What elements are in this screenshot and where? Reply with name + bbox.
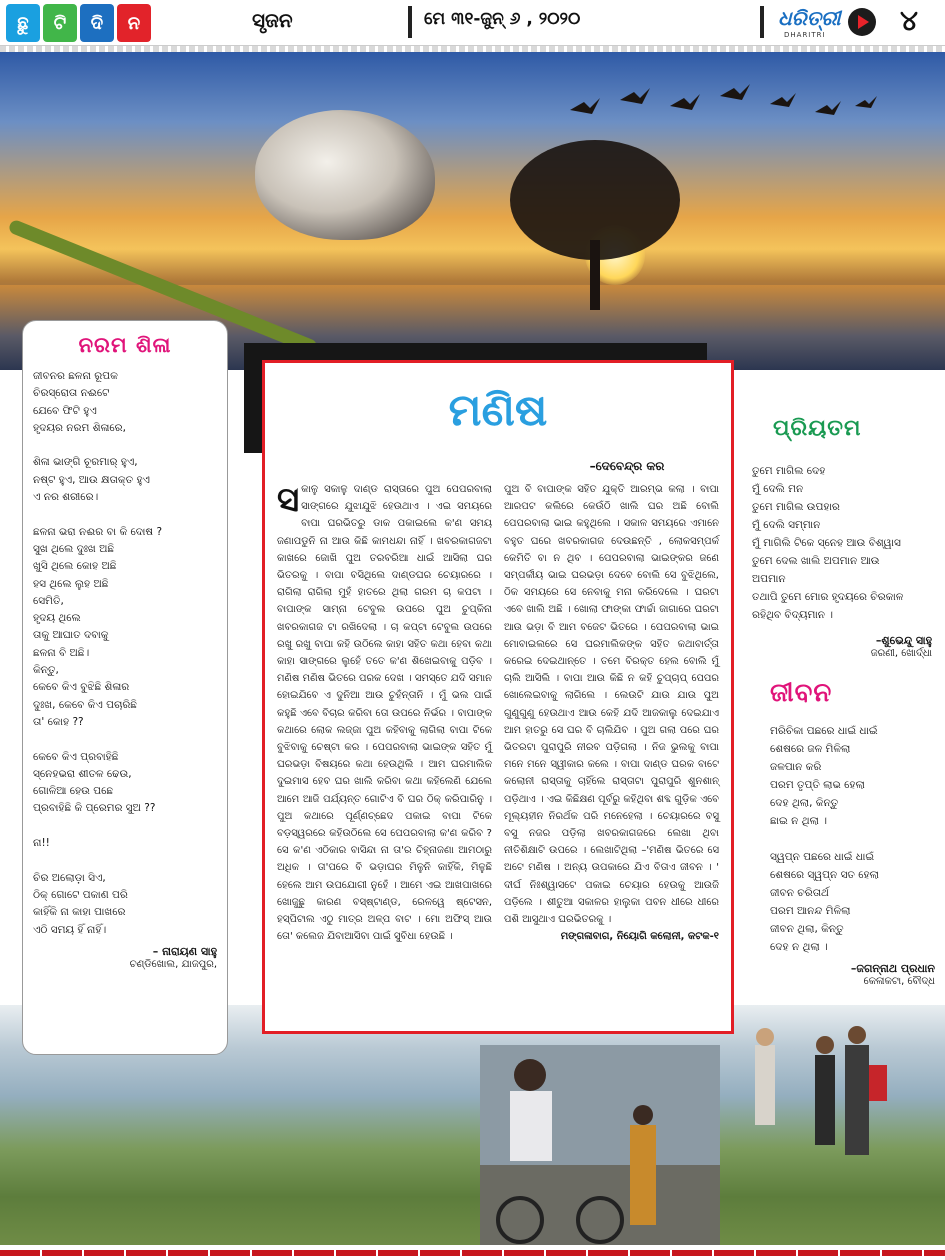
article-column-1 — [277, 481, 492, 945]
article-column-1-text: କାଳୁ ସକାଳୁ ଦାଣ୍ଡ ରାସ୍ତାରେ ପୁଅ ପେପରବାଲା ସାଙ୍ଗରେ ଯୁଝାଯୁଝି ହେଉଥାଏ । ଏଇ ସମୟରେ ବାପା ଘରଭିତରୁ ଡାକ ପକାଇଲେ କ'ଣ ସମୟ ଜଣାପଡୁନି ନା ଆଉ କିଛି କାମଧନ୍ଦା ନାହିଁ । ଖବରକାଗଜଟା କାଖରେ ଜୋଖି ପୁଅ ତରବରିଆ ଧାଇଁ ଆସିଲା ଘର ଭିତରକୁ । ବାପା ବସିଥିଲେ ଦାଣ୍ଡଘର ଚେୟାରରେ । ରାଗିଲା ରାଗିଲା ମୁହଁ ହାତରେ ଥିଲା ଗରମ ଚା କପଟା । ବାପାଙ୍କ ସାମ୍ନା ଟେବୁଲ ଉପରେ ପୁଅ ଚୁପ୍‌କିନା ଖବରକାଗଜ ଟା ରଖିଦେଲା । ଚା କପ୍‌ଟା ଟେବୁଲ ଉପରେ ରଖୁ ରଖୁ ବାପା କହି ଉଠିଲେ କାହା ସହିତ କଥା ହେବା କଥା କାହା ସାଙ୍ଗରେ ଲୁହେଁ ତତେ କ'ଣ ଶିଖେଇବାକୁ ପଡ଼ିବ । ମଣିଷ ମଣିଷ ଭିତରେ ପରକ ଦେଖ । ସମସ୍ତେ ଯଦି ସମାନ ହୋଇଯିବେ ଏ ଦୁନିଆ ଆଉ ଚୁହଁନ୍ତାନି । ମୁଁ ଭଲ ପାଇଁ କହୁଛି ଏବେ ବିଚାର କରିବା ତୋ ଉପରେ ନିର୍ଭର । ବାପାଙ୍କ କଥାରେ ଲୋକ ଲଜ୍ଜା ପୁଅ କହିବାକୁ ଲାଗିଲା ବାପା ଟିକେ ବୁଝିବାକୁ ଚେଷ୍ଟା କର । ପେପରବାଲା ଭାଇଙ୍କ ସହିତ ମୁଁ ଘରଭଡ଼ା ବିଷୟରେ କଥା ହେଉଥିଲି । ଆମ ଘରମାଲିକ ଦୁଇମାସ ହେବ ଘର ଖାଲି କରିବା କଥା କହିଲେଣି ଯେଲେ ଆମେ ଆଜି ପର୍ଯ୍ୟନ୍ତ ଗୋଟିଏ ବି ଘର ଠିକ୍ କରିପାରିନୁ । ପୁଅ କଥାରେ ପୂର୍ଣ୍ଣଚ୍ଛେଦ ପକାଇ ବାପା ଟିକେ ବଡ଼ସ୍ୱରରେ କହିଉଠିଲେ ସେ ପେପରବାଲା କ'ଣ କରିବ ? ସେ କ'ଣ ଏଠିକାର ବାସିନ୍ଦା ନା ତା'ର ଚିହ୍ନାଜଣା ଆମଠାରୁ ଅଧିକ । ତା'ପରେ ବି ଭଡ଼ାଘର ମିଳୁନି କାହିଁକି, ମିଳୁଛି ହେଲେ ଆମ ଉପଯୋଗୀ ନୁହେଁ । ଆମେ ଏଇ ଆଖପାଖରେ ଖୋଜୁଛୁ କାରଣ ବସ୍‌ଷ୍ଟାଣ୍ଡ, ରେଳୱେ ଷ୍ଟେସନ, ହସ୍ପିଟାଲ ଏଠୁ ମାତ୍ର ଅଳ୍ପ ବାଟ । ମୋ ଅଫିସ୍ ଆଉ ତୋ' କଲେଜ ଯିବାଆସିବା ପାଇଁ ସୁବିଧା ହେଉଛି । — [277, 484, 492, 943]
right-poem-2-title-wrap — [770, 678, 930, 709]
story-article — [262, 360, 734, 1034]
header-tile-1: ଛୁ — [6, 4, 40, 42]
right-poem-1-text: ତୁମେ ମାଗିଲ ଦେହ ମୁଁ ଦେଲି ମନ ତୁମେ ମାଗିଲ ଉପହାର ମୁଁ ଦେଲି ସମ୍ମାନ ମୁଁ ମାଗିଲି ଟିକେ ସ୍ନେହ ଆଉ ବିଶ୍ୱାସ ତୁମେ ଦେଲ ଖାଲି ଅପମାନ ଆଉ ଅପମାନ ତଥାପି ତୁମେ ମୋର ହୃଦୟରେ ଚିରକାଳ ରହିଥିବ ବିଦ୍ୟମାନ । — [752, 465, 904, 621]
flying-birds-icon — [560, 70, 880, 140]
brand-subtitle: DHARITRI — [784, 31, 826, 39]
left-poem-author: – ନାରାୟଣ ସାହୁ — [152, 944, 217, 958]
issue-date: ମେ ୩୧-ଜୁନ୍ ୬ , ୨୦୨୦ — [424, 9, 581, 29]
header-tile-4: ନ — [117, 4, 151, 42]
article-column-2-text: ପୁଅ ବି ବାପାଙ୍କ ସହିତ ଯୁକ୍ତି ଆରମ୍ଭ କଲା । ବାପା ଆରପଟ କଲିରେ କେଉଁଠି ଖାଲି ଘର ଅଛି ବୋଲି ପେପରବାଲା ଭାଇ କହୁଥିଲେ । ସକାଳ ସମୟରେ ଏମାନେ ବହୁତ ଘରେ ଖବରକାଗଜ ଦେଉଛନ୍ତି , ଲୋକସମ୍ପର୍କ କେମିତି ବା ନ ଥିବ । ପେପରବାଲା ଭାଇଙ୍କର ଜଣେ ସମ୍ପର୍କୀୟ ଭାଇ ଘରଭଡ଼ା ଦେବେ ବୋଲି ସେ ବୁଝିଥିଲେ, ଠିକ ସମୟରେ ସେ ନେବାକୁ ମନା କରିଦେଲେ । ଘରଟା ଏବେ ଖାଲି ଅଛି । ଖୋଲା ଫାଙ୍କା ଫାର୍ଚ୍ଚା ଜାଗାରେ ଘରଟା ଆଉ ଭଡ଼ା ବି ଆମ ବଜେଟ ଭିତରେ । ପେପରବାଲା ଭାଇ ମୋବାଇଲରେ ସେ ଘରମାଲିକଙ୍କ ସହିତ କଥାବାର୍ତ୍ତା କରେଇ ଦେଇଥାନ୍ତେ । ତମେ ବିରକ୍ତ ହେଲ ବୋଲି ମୁଁ ଚାଲି ଆସିଲି । ବାପା ଆଉ କିଛି ନ କହି ଚୁପ୍‌ଚାପ୍ ପେପର ଖୋଲେଇବାକୁ ଲାଗିଲେ । ଲେଉଟି ଯାଉ ଯାଉ ପୁଅ ଗୁଣୁଗୁଣୁ ହେଉଥାଏ ଆଉ କେହି ଯଦି ଆଜକାଲୁ ଦେଇଯାଏ ଆମ ହାତରୁ ସେ ଘର ବି ଚାଲିଯିବ । ପୁଅ ଗଲା ପରେ ଘର ଭିତରଟା ପୁରାପୁରି ନୀରବ ପଡ଼ିଗଲା । ନିଜ ଭୁଲକୁ ବାପା ମନେ ମନେ ସ୍ୱୀକାର କଲେ । ବାପା ଦାଣ୍ଡ ଘରକ ବାଟେ କଲୋନୀ ରାସ୍ତାକୁ ଚାହିଁଲେ ରାସ୍ତାଟା ପୁରାପୁରି ଶୁନଶାନ୍ ପଡ଼ିଥାଏ । ଏଇ କିଛିକ୍ଷଣ ପୂର୍ବରୁ କହିଥିବା ଶବ୍ଦ ଗୁଡ଼ିକ ଏବେ ମୂଲ୍ୟହୀନ ନିରର୍ଥକ ପରି ମନେହେଲା । ଚେୟାରରେ ବସୁ ବସୁ ନଜର ପଡ଼ିଲା ଖବରକାଗଜରେ ଲେଖା ଥିବା ନୀତିଶିକ୍ଷାଟି ଉପରେ । ଲେଖାଟିଥିଲା –'ମଣିଷ ଭିତରେ ସେ ଅଟେ ମଣିଷ । ଅନ୍ୟ ଉପକାରେ ଯିଏ ବିତାଏ ଜୀବନ । ' ଦୀର୍ଘ ନିଃଶ୍ୱାସଟେ ପକାଇ ଚେୟାର ହେଉକୁ ଆଉଜି ପଡ଼ିଲେ । ଶୀତୁଆ ସକାଳର ହାଲୁକା ପବନ ଧୀରେ ଧୀରେ ପଶି ଆସୁଥାଏ ଘରଭିତରକୁ । — [504, 484, 719, 926]
right-poem-2-text: ମରିଚିକା ପଛରେ ଧାଇଁ ଧାଇଁ ଶେଷରେ ଜଳ ମିଳିଲା ଜଳପାନ କରି ପରମ ତୃପ୍ତି ଲାଭ ହେଲା ଦେହ ଥିଲା, କିନ୍ତୁ ଛାଇ ନ ଥିଲା । ସ୍ୱପ୍ନ ପଛରେ ଧାଇଁ ଧାଇଁ ଶେଷରେ ସ୍ୱପ୍ନ ସତ ହେଲା ଜୀବନ ଚରିତାର୍ଥ ପରମ ଆନନ୍ଦ ମିଳିଲା ଜୀବନ ଥିଲା, କିନ୍ତୁ ଦେହ ନ ଥିଲା । — [770, 725, 879, 953]
tree-trunk — [590, 240, 600, 310]
drop-cap: ସ — [277, 480, 300, 520]
section-name: ସୃଜନ — [252, 8, 293, 32]
header-divider — [760, 6, 764, 38]
article-title: ମଣିଷ — [448, 385, 548, 436]
right-poem-2-author: –ଜଗନ୍ନାଥ ପ୍ରଧାନ — [850, 962, 935, 975]
left-poem-box — [22, 320, 228, 1055]
page-header — [0, 0, 945, 46]
brand-logo: ଧରିତ୍ରୀ — [778, 6, 841, 30]
right-poem-1-place: ଜରଣୀ, ଖୋର୍ଦ୍ଧା — [870, 648, 932, 659]
article-columns — [277, 481, 719, 945]
article-address: ମଙ୍ଗଳାବାଗ, ନିୟୋଗି କଲୋନୀ, କଟକ-୧ — [560, 931, 719, 943]
right-poem-2-title: ଜୀବନ — [770, 678, 833, 708]
play-icon — [848, 8, 876, 36]
left-poem-title: ନରମ ଶିଳା — [78, 333, 172, 357]
article-column-2 — [504, 481, 719, 945]
page-number: ୪ — [900, 4, 918, 37]
left-poem-place: ଚଣ୍ଡିଖୋଲ, ଯାଜପୁର, — [129, 958, 217, 970]
right-poem-1-title: ପ୍ରିୟତମ — [773, 416, 862, 441]
left-poem-text: ଜୀବନର ଛଳନା ରୂପକ ଚିରସ୍ରୋତା ନଈଟେ ଯେବେ ଫିଟି ହୁଏ ହୃଦୟର ନରମ ଶିଳାରେ, ଶିଳା ଭାଙ୍ଗି ଚୂରମାର୍ ହୁଏ, ନଷ୍ଟ ହୁଏ, ଆଉ କ୍ଷତାକ୍ତ ହୁଏ ଏ ନର ଶରୀରେ। ଛଳନା ଭରା ନଈର ବା କି ଦୋଷ ? ସୁଖ ଥିଲେ ଦୁଃଖ ଅଛି ଖୁସି ଥିଲେ କୋହ ଅଛି ହସ ଥିଲେ ଲୁହ ଅଛି ସେମିତି, ହୃଦୟ ଥିଲେ ତାକୁ ଆଘାତ ଦବାକୁ ଛଳନା ବି ଅଛି। କିନ୍ତୁ, କେବେ କିଏ ବୁଝିଛି ଶିଳାର ଦୁଃଖ, କେବେ କିଏ ପଚାରିଛି ତା' କୋହ ?? କେବେ କିଏ ପ୍ରବାହିଛି ସ୍ନେହଭରା ଶୀତଳ ଢେଉ, ଗୋଳିଆ ହେଉ ପଛେ ପ୍ରବାହିଛି କି ପ୍ରେମର ସୁଅ ?? ନା!! ଚିର ଅଲୋଡ଼ା ସିଏ, ଠିକ୍ ଗୋଟେ ପକାଣ ପରି କାହିଁକି ନା କାହା ପାଖରେ ଏଠି ସମୟ ହିଁ ନାହିଁ। — [33, 370, 163, 936]
right-poem-1-author: –ଶୁଭେନ୍ଦୁ ସାହୁ — [875, 634, 932, 647]
right-poem-1-title-wrap — [773, 416, 933, 441]
footer-stripe — [0, 1250, 945, 1256]
right-poem-1 — [752, 462, 932, 659]
article-byline: –ଦେବେନ୍ଦ୍ର କର — [589, 459, 665, 473]
bird-photo — [255, 110, 435, 240]
right-poem-2-place: କେଳାକଟା, ବୌଦ୍ଧ — [863, 976, 935, 987]
header-tile-2: ଟି — [43, 4, 77, 42]
hikers-photo — [735, 1015, 915, 1195]
people-photo — [480, 1045, 720, 1245]
header-tile-3: ଦି — [80, 4, 114, 42]
header-divider — [408, 6, 412, 38]
right-poem-2 — [770, 722, 935, 987]
